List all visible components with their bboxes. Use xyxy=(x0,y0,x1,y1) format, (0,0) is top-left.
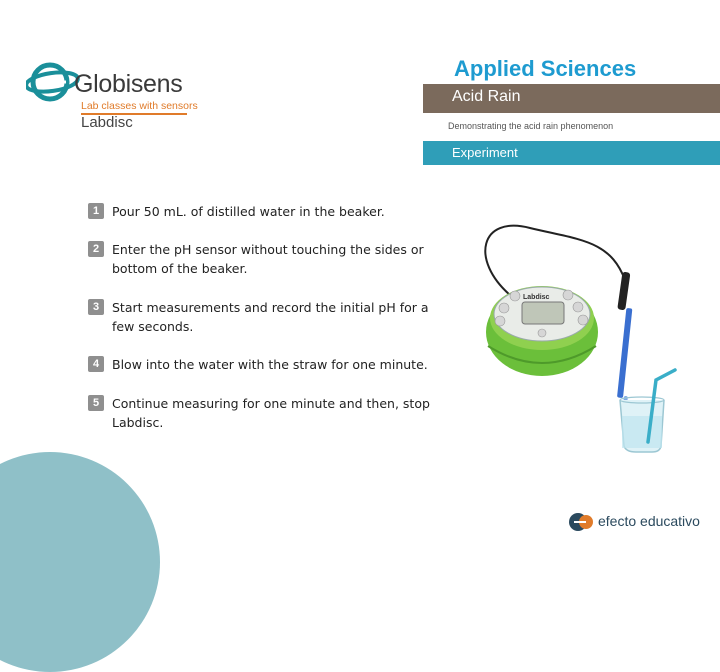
experiment-illustration xyxy=(470,220,710,460)
experiment-label: Experiment xyxy=(452,145,518,160)
decorative-circle xyxy=(0,452,160,672)
step-number: 3 xyxy=(88,299,104,315)
ph-sensor-icon xyxy=(617,272,632,419)
step-text: Enter the pH sensor without touching the sides or bottom of the beaker. xyxy=(112,242,424,276)
topic-bar xyxy=(423,84,720,113)
logo-tagline: Lab classes with sensors xyxy=(81,100,198,112)
section-title: Applied Sciences xyxy=(454,56,637,81)
globisens-logo xyxy=(26,58,206,138)
step-text: Pour 50 mL. of distilled water in the beaker. xyxy=(112,204,385,219)
experiment-bar xyxy=(423,141,720,165)
device-brand-label: Labdisc xyxy=(523,294,550,301)
step-number: 4 xyxy=(88,356,104,372)
efecto-educativo-logo xyxy=(568,510,708,534)
footer-brand: efecto educativo xyxy=(598,513,700,529)
step-number: 1 xyxy=(88,203,104,219)
step-text: Continue measuring for one minute and then, stop Labdisc. xyxy=(112,396,430,430)
step-text: Start measurements and record the initial pH for a few seconds. xyxy=(112,300,429,334)
logo-name: Globisens xyxy=(74,70,183,98)
beaker-icon xyxy=(620,397,664,452)
step-number: 2 xyxy=(88,241,104,257)
topic-title: Acid Rain xyxy=(452,88,521,105)
labdisc-device-icon xyxy=(486,286,598,376)
topic-subtitle: Demonstrating the acid rain phenomenon xyxy=(448,121,614,131)
step-text: Blow into the water with the straw for one minute. xyxy=(112,357,428,372)
ee-icon xyxy=(568,511,594,533)
step-number: 5 xyxy=(88,395,104,411)
logo-product: Labdisc xyxy=(81,114,133,131)
sensor-cable xyxy=(485,226,625,295)
